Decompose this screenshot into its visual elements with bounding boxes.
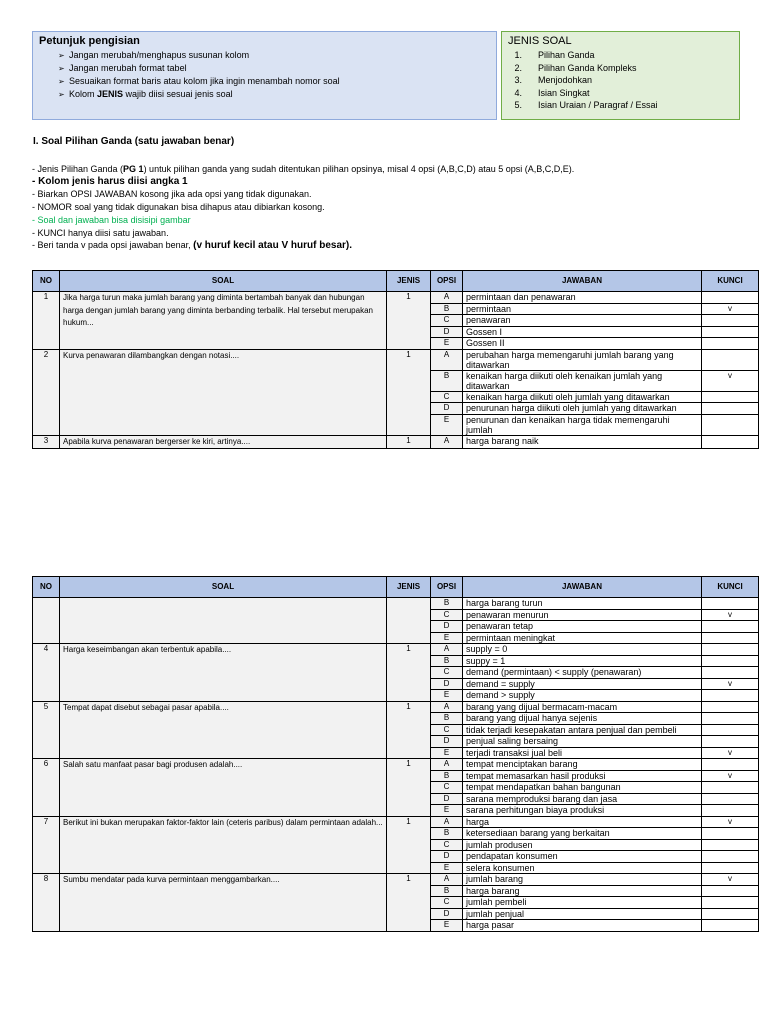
option-letter: E xyxy=(431,632,463,644)
question-type[interactable]: 1 xyxy=(387,816,431,874)
answer-key[interactable] xyxy=(702,349,759,370)
option-letter: E xyxy=(431,747,463,759)
table-header-row xyxy=(33,577,759,598)
header-jawaban: JAWABAN xyxy=(463,577,702,598)
answer-text[interactable]: tempat mendapatkan bahan bangunan xyxy=(463,782,702,794)
question-text[interactable]: Kurva penawaran dilambangkan dengan notasi.... xyxy=(60,349,387,435)
question-number: 7 xyxy=(33,816,60,874)
note-line: - KUNCI hanya diisi satu jawaban. xyxy=(32,227,169,238)
answer-text[interactable]: penurunan dan kenaikan harga tidak memengaruhi jumlah xyxy=(463,414,702,435)
instructions-title: Petunjuk pengisian xyxy=(39,35,140,47)
answer-key[interactable] xyxy=(702,655,759,667)
answer-text[interactable]: penjual saling bersaing xyxy=(463,736,702,748)
answer-text[interactable]: demand = supply xyxy=(463,678,702,690)
answer-text[interactable]: supply = 0 xyxy=(463,644,702,656)
answer-key[interactable] xyxy=(702,828,759,840)
answer-key[interactable] xyxy=(702,713,759,725)
option-letter: B xyxy=(431,828,463,840)
option-letter: A xyxy=(431,874,463,886)
answer-key[interactable] xyxy=(702,414,759,435)
answer-text[interactable]: harga xyxy=(463,816,702,828)
answer-key[interactable] xyxy=(702,908,759,920)
answer-text[interactable]: sarana memproduksi barang dan jasa xyxy=(463,793,702,805)
option-letter: D xyxy=(431,678,463,690)
table-row xyxy=(33,759,759,771)
option-letter: C xyxy=(431,839,463,851)
option-letter: B xyxy=(431,303,463,315)
answer-key[interactable] xyxy=(702,690,759,702)
question-text[interactable]: Berikut ini bukan merupakan faktor-faktor lain (ceteris paribus) dalam permintaan adalah... xyxy=(60,816,387,874)
answer-text[interactable]: kenaikan harga diikuti oleh kenaikan jumlah yang ditawarkan xyxy=(463,370,702,391)
question-number: 4 xyxy=(33,644,60,702)
answer-text[interactable]: kenaikan harga diikuti oleh jumlah yang ditawarkan xyxy=(463,391,702,403)
answer-text[interactable]: demand > supply xyxy=(463,690,702,702)
answer-text[interactable]: penawaran menurun xyxy=(463,609,702,621)
option-letter: D xyxy=(431,793,463,805)
question-type[interactable]: 1 xyxy=(387,701,431,759)
option-letter: C xyxy=(431,315,463,327)
question-types-title: JENIS SOAL xyxy=(508,35,572,47)
table-row xyxy=(33,874,759,886)
answer-key[interactable]: v xyxy=(702,770,759,782)
answer-text[interactable]: harga barang turun xyxy=(463,598,702,610)
answer-key[interactable] xyxy=(702,782,759,794)
option-letter: A xyxy=(431,644,463,656)
header-kunci: KUNCI xyxy=(702,577,759,598)
answer-key[interactable] xyxy=(702,598,759,610)
option-letter: B xyxy=(431,598,463,610)
answer-text[interactable]: selera konsumen xyxy=(463,862,702,874)
answer-text[interactable]: tempat menciptakan barang xyxy=(463,759,702,771)
note-line: - Kolom jenis harus diisi angka 1 xyxy=(32,175,188,187)
question-text[interactable]: Jika harga turun maka jumlah barang yang diminta bertambah banyak dan hubungan harga dengan jumlah barang yang diminta berbanding terbalik. Hal tersebut merupakan hukum... xyxy=(60,292,387,350)
table-row xyxy=(33,349,759,370)
answer-key[interactable] xyxy=(702,724,759,736)
answer-text[interactable]: jumlah barang xyxy=(463,874,702,886)
question-types-list xyxy=(508,49,733,112)
table-row xyxy=(33,292,759,304)
question-number: 3 xyxy=(33,435,60,449)
question-text[interactable]: Tempat dapat disebut sebagai pasar apabila.... xyxy=(60,701,387,759)
option-letter: A xyxy=(431,292,463,304)
option-letter: A xyxy=(431,435,463,449)
table-row xyxy=(33,701,759,713)
option-letter: D xyxy=(431,403,463,415)
answer-text[interactable]: tempat memasarkan hasil produksi xyxy=(463,770,702,782)
answer-key[interactable] xyxy=(702,897,759,909)
instruction-item: ➢ Sesuaikan format baris atau kolom jika ingin menambah nomor soal xyxy=(58,76,340,86)
question-type-item: 2. Pilihan Ganda Kompleks xyxy=(514,62,637,73)
question-types-box xyxy=(501,31,740,120)
question-type[interactable]: 1 xyxy=(387,644,431,702)
header-no: NO xyxy=(33,577,60,598)
section-notes xyxy=(32,163,732,253)
question-type[interactable]: 1 xyxy=(387,759,431,817)
answer-key[interactable] xyxy=(702,701,759,713)
header-jawaban: JAWABAN xyxy=(463,271,702,292)
arrow-bullet-icon: ➢ xyxy=(58,64,65,73)
note-line: - NOMOR soal yang tidak digunakan bisa dihapus atau dibiarkan kosong. xyxy=(32,202,325,213)
answer-text[interactable]: jumlah pembeli xyxy=(463,897,702,909)
option-letter: E xyxy=(431,805,463,817)
option-letter: B xyxy=(431,370,463,391)
note-line: - Jenis Pilihan Ganda (PG 1) untuk pilihan ganda yang sudah ditentukan pilihan opsinya, misal 4 opsi (A,B,C,D) atau 5 opsi (A,B,C,D,E). xyxy=(32,164,575,174)
option-letter: E xyxy=(431,690,463,702)
table-row xyxy=(33,816,759,828)
option-letter: B xyxy=(431,655,463,667)
answer-text[interactable]: permintaan meningkat xyxy=(463,632,702,644)
option-letter: C xyxy=(431,897,463,909)
answer-text[interactable]: penawaran tetap xyxy=(463,621,702,633)
answer-text[interactable]: permintaan dan penawaran xyxy=(463,292,702,304)
table-header-row xyxy=(33,271,759,292)
answer-text[interactable]: barang yang dijual bermacam-macam xyxy=(463,701,702,713)
answer-key[interactable]: v xyxy=(702,370,759,391)
question-number: 5 xyxy=(33,701,60,759)
answer-text[interactable]: perubahan harga memengaruhi jumlah barang yang ditawarkan xyxy=(463,349,702,370)
option-letter: A xyxy=(431,701,463,713)
option-letter: E xyxy=(431,862,463,874)
question-number: 1 xyxy=(33,292,60,350)
note-line: - Soal dan jawaban bisa disisipi gambar xyxy=(32,214,191,225)
arrow-bullet-icon: ➢ xyxy=(58,77,65,86)
answer-text[interactable]: harga pasar xyxy=(463,920,702,932)
question-text[interactable]: Sumbu mendatar pada kurva permintaan menggambarkan.... xyxy=(60,874,387,932)
option-letter: B xyxy=(431,770,463,782)
answer-key[interactable] xyxy=(702,632,759,644)
answer-text[interactable]: pendapatan konsumen xyxy=(463,851,702,863)
header-soal: SOAL xyxy=(60,271,387,292)
question-type[interactable]: 1 xyxy=(387,435,431,449)
answer-key[interactable] xyxy=(702,839,759,851)
table-row xyxy=(33,644,759,656)
instruction-item: ➢ Jangan merubah format tabel xyxy=(58,63,187,73)
answer-key[interactable] xyxy=(702,793,759,805)
answer-key[interactable] xyxy=(702,403,759,415)
answer-text[interactable]: harga barang naik xyxy=(463,435,702,449)
question-number: 2 xyxy=(33,349,60,435)
answer-text[interactable]: suppy = 1 xyxy=(463,655,702,667)
section-title: I. Soal Pilihan Ganda (satu jawaban benar) xyxy=(33,136,235,147)
question-type-item: 5. Isian Uraian / Paragraf / Essai xyxy=(514,100,658,110)
answer-text[interactable]: Gossen II xyxy=(463,338,702,350)
question-type[interactable]: 1 xyxy=(387,292,431,350)
answer-key[interactable] xyxy=(702,920,759,932)
answer-text[interactable]: penawaran xyxy=(463,315,702,327)
instruction-item: ➢ Jangan merubah/menghapus susunan kolom xyxy=(58,50,250,60)
answer-key[interactable] xyxy=(702,435,759,449)
header-opsi: OPSI xyxy=(431,271,463,292)
option-letter: B xyxy=(431,713,463,725)
question-type-item: 3. Menjodohkan xyxy=(514,75,593,85)
note-line: - Biarkan OPSI JAWABAN kosong jika ada opsi yang tidak digunakan. xyxy=(32,189,312,200)
question-number: 6 xyxy=(33,759,60,817)
answer-key[interactable] xyxy=(702,292,759,304)
arrow-bullet-icon: ➢ xyxy=(58,90,65,99)
answer-key[interactable]: v xyxy=(702,874,759,886)
answer-key[interactable] xyxy=(702,885,759,897)
header-opsi: OPSI xyxy=(431,577,463,598)
option-letter: E xyxy=(431,414,463,435)
question-type[interactable]: 1 xyxy=(387,874,431,932)
answer-key[interactable] xyxy=(702,326,759,338)
option-letter: C xyxy=(431,609,463,621)
question-text[interactable]: Harga keseimbangan akan terbentuk apabila.... xyxy=(60,644,387,702)
option-letter: A xyxy=(431,816,463,828)
answer-key[interactable] xyxy=(702,621,759,633)
option-letter: A xyxy=(431,759,463,771)
header-jenis: JENIS xyxy=(387,271,431,292)
header-no: NO xyxy=(33,271,60,292)
option-letter: A xyxy=(431,349,463,370)
answer-key[interactable] xyxy=(702,315,759,327)
instructions-box xyxy=(32,31,497,120)
option-letter: D xyxy=(431,326,463,338)
answer-text[interactable]: ketersediaan barang yang berkaitan xyxy=(463,828,702,840)
arrow-bullet-icon: ➢ xyxy=(58,51,65,60)
table-row xyxy=(33,598,759,610)
answer-text[interactable]: terjadi transaksi jual beli xyxy=(463,747,702,759)
answer-key[interactable] xyxy=(702,759,759,771)
question-text[interactable]: Salah satu manfaat pasar bagi produsen adalah.... xyxy=(60,759,387,817)
option-letter: E xyxy=(431,338,463,350)
question-table-1 xyxy=(32,270,759,449)
answer-text[interactable]: demand (permintaan) < supply (penawaran) xyxy=(463,667,702,679)
answer-text[interactable]: jumlah produsen xyxy=(463,839,702,851)
question-type-item: 1. Pilihan Ganda xyxy=(514,50,595,60)
answer-key[interactable]: v xyxy=(702,747,759,759)
option-letter: C xyxy=(431,724,463,736)
option-letter: D xyxy=(431,621,463,633)
answer-text[interactable]: Gossen I xyxy=(463,326,702,338)
answer-text[interactable]: harga barang xyxy=(463,885,702,897)
question-table-2 xyxy=(32,576,759,932)
answer-text[interactable]: sarana perhitungan biaya produksi xyxy=(463,805,702,817)
answer-key[interactable] xyxy=(702,667,759,679)
question-number: 8 xyxy=(33,874,60,932)
option-letter: C xyxy=(431,667,463,679)
instruction-item: ➢ Kolom JENIS wajib diisi sesuai jenis soal xyxy=(58,89,233,99)
option-letter: D xyxy=(431,851,463,863)
question-text[interactable]: Apabila kurva penawaran bergerser ke kiri, artinya.... xyxy=(60,435,387,449)
option-letter: C xyxy=(431,391,463,403)
option-letter: D xyxy=(431,736,463,748)
question-type[interactable]: 1 xyxy=(387,349,431,435)
table-row xyxy=(33,435,759,449)
answer-text[interactable]: jumlah penjual xyxy=(463,908,702,920)
answer-key[interactable] xyxy=(702,644,759,656)
header-soal: SOAL xyxy=(60,577,387,598)
instructions-list xyxy=(39,49,490,101)
answer-key[interactable]: v xyxy=(702,303,759,315)
answer-text[interactable]: tidak terjadi kesepakatan antara penjual dan pembeli xyxy=(463,724,702,736)
answer-key[interactable] xyxy=(702,338,759,350)
answer-text[interactable]: barang yang dijual hanya sejenis xyxy=(463,713,702,725)
option-letter: E xyxy=(431,920,463,932)
answer-key[interactable]: v xyxy=(702,678,759,690)
answer-key[interactable] xyxy=(702,805,759,817)
note-line: - Beri tanda v pada opsi jawaban benar, (v huruf kecil atau V huruf besar). xyxy=(32,240,353,252)
answer-text[interactable]: permintaan xyxy=(463,303,702,315)
answer-text[interactable]: penurunan harga diikuti oleh jumlah yang ditawarkan xyxy=(463,403,702,415)
header-jenis: JENIS xyxy=(387,577,431,598)
answer-key[interactable]: v xyxy=(702,609,759,621)
option-letter: C xyxy=(431,782,463,794)
question-number xyxy=(33,598,60,644)
answer-key[interactable] xyxy=(702,851,759,863)
option-letter: D xyxy=(431,908,463,920)
answer-key[interactable] xyxy=(702,736,759,748)
answer-key[interactable] xyxy=(702,862,759,874)
question-type[interactable] xyxy=(387,598,431,644)
option-letter: B xyxy=(431,885,463,897)
header-kunci: KUNCI xyxy=(702,271,759,292)
question-type-item: 4. Isian Singkat xyxy=(514,87,590,98)
answer-key[interactable]: v xyxy=(702,816,759,828)
answer-key[interactable] xyxy=(702,391,759,403)
question-text[interactable] xyxy=(60,598,387,644)
